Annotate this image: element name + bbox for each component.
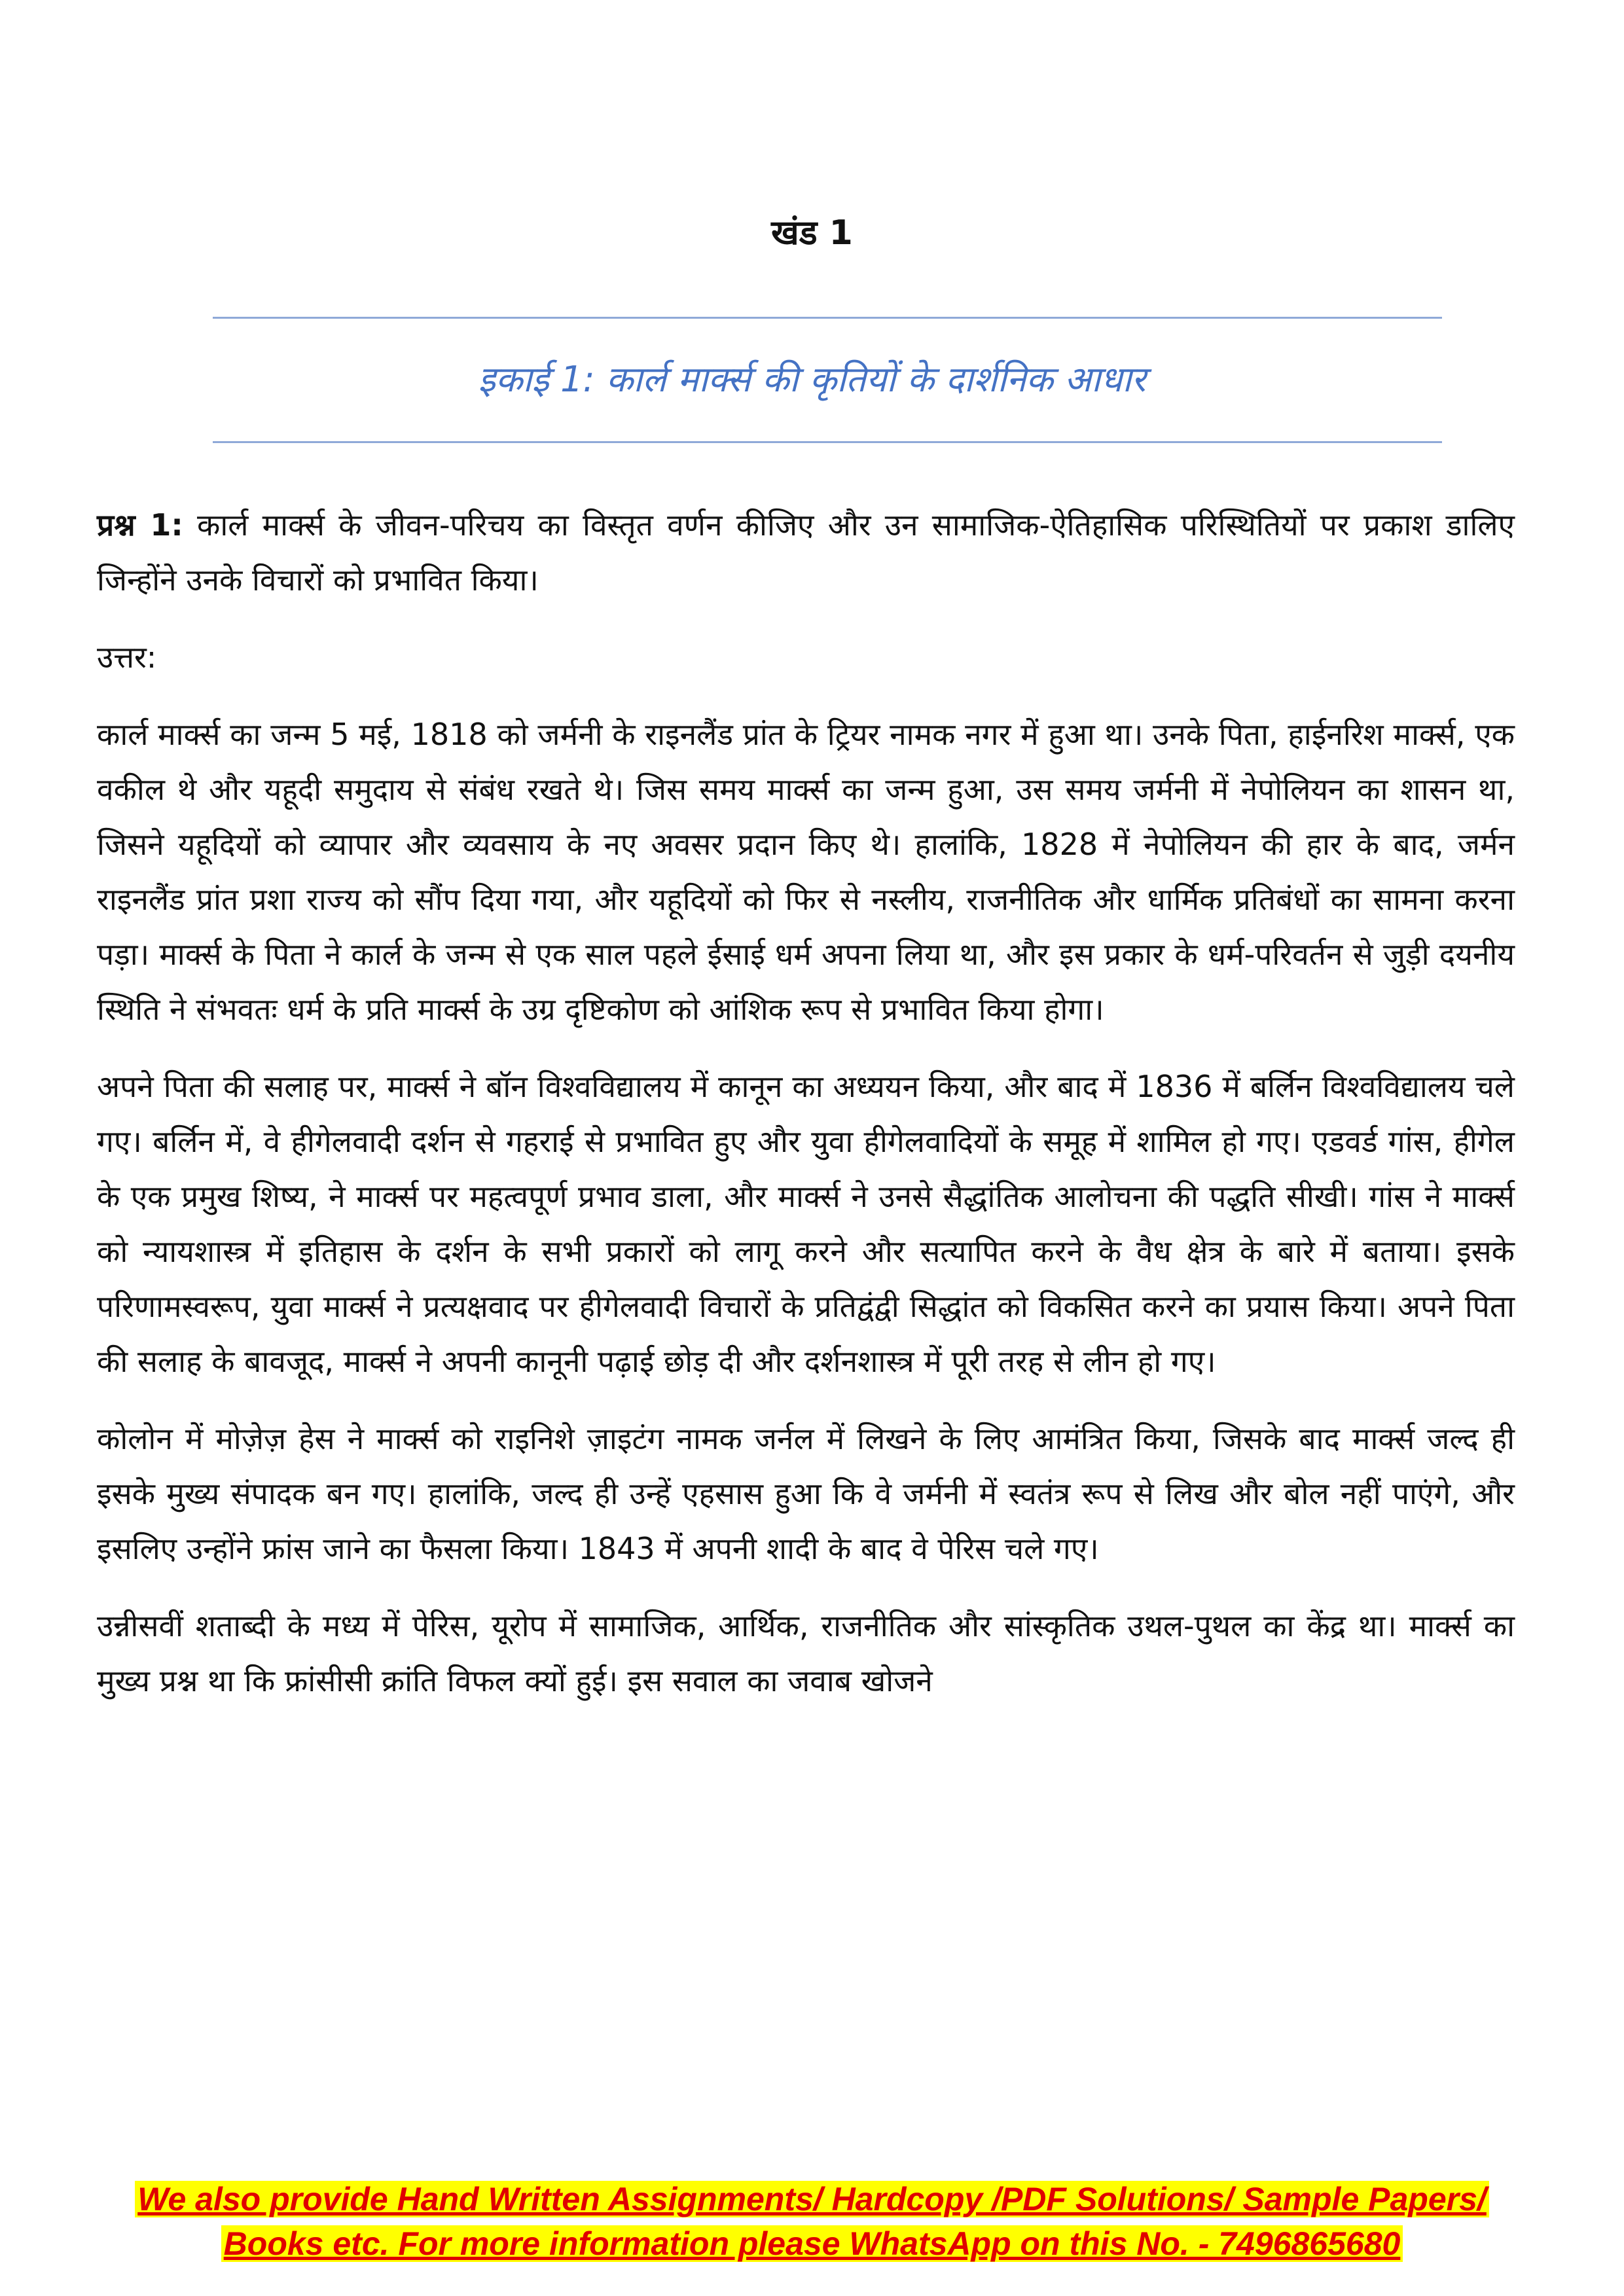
answer-label: उत्तर: [97,639,157,675]
answer-paragraph-4: उन्नीसवीं शताब्दी के मध्य में पेरिस, यूरोप में सामाजिक, आर्थिक, राजनीतिक और सांस्कृतिक उथल-पुथल का केंद्र था। मार्क्स का मुख्य प्रश्न था कि फ्रांसीसी क्रांति विफल क्यों हुई। इस सवाल का जवाब खोजने [97,1608,1515,1698]
question-text: कार्ल मार्क्स के जीवन-परिचय का विस्तृत वर्णन कीजिए और उन सामाजिक-ऐतिहासिक परिस्थितियों पर प्रकाश डालिए जिन्होंने उनके विचारों को प्रभावित किया। [97,507,1515,598]
promo-footer-line-1: We also provide Hand Written Assignments/ Hardcopy /PDF Solutions/ Sample Papers/ [135,2181,1489,2217]
document-body [97,497,1515,1731]
bottom-divider [213,441,1442,443]
question-label: प्रश्न 1: [97,507,183,543]
top-divider [213,317,1442,319]
section-title: खंड 1 [771,213,853,253]
promo-footer [0,2177,1624,2266]
promo-footer-line-2: Books etc. For more information please WhatsApp on this No. - 7496865680 [221,2225,1403,2262]
answer-paragraph-1: कार्ल मार्क्स का जन्म 5 मई, 1818 को जर्मनी के राइनलैंड प्रांत के ट्रियर नामक नगर में हुआ था। उनके पिता, हाईनरिश मार्क्स, एक वकील थे और यहूदी समुदाय से संबंध रखते थे। जिस समय मार्क्स का जन्म हुआ, उस समय जर्मनी में नेपोलियन का शासन था, जिसने यहूदियों को व्यापार और व्यवसाय के नए अवसर प्रदान किए थे। हालांकि, 1828 में नेपोलियन की हार के बाद, जर्मन राइनलैंड प्रांत प्रशा राज्य को सौंप दिया गया, और यहूदियों को फिर से नस्लीय, राजनीतिक और धार्मिक प्रतिबंधों का सामना करना पड़ा। मार्क्स के पिता ने कार्ल के जन्म से एक साल पहले ईसाई धर्म अपना लिया था, और इस प्रकार के धर्म-परिवर्तन से जुड़ी दयनीय स्थिति ने संभवतः धर्म के प्रति मार्क्स के उग्र दृष्टिकोण को आंशिक रूप से प्रभावित किया होगा। [97,717,1515,1027]
unit-title: इकाई 1: कार्ल मार्क्स की कृतियों के दार्शनिक आधार [478,359,1146,400]
answer-paragraph-3: कोलोन में मोज़ेज़ हेस ने मार्क्स को राइनिशे ज़ाइटंग नामक जर्नल में लिखने के लिए आमंत्रित किया, जिसके बाद मार्क्स जल्द ही इसके मुख्य संपादक बन गए। हालांकि, जल्द ही उन्हें एहसास हुआ कि वे जर्मनी में स्वतंत्र रूप से लिख और बोल नहीं पाएंगे, और इसलिए उन्होंने फ्रांस जाने का फैसला किया। 1843 में अपनी शादी के बाद वे पेरिस चले गए। [97,1421,1515,1566]
question-paragraph [97,497,1515,607]
answer-paragraph-2: अपने पिता की सलाह पर, मार्क्स ने बॉन विश्वविद्यालय में कानून का अध्ययन किया, और बाद में 1836 में बर्लिन विश्वविद्यालय चले गए। बर्लिन में, वे हीगेलवादी दर्शन से गहराई से प्रभावित हुए और युवा हीगेलवादियों के समूह में शामिल हो गए। एडवर्ड गांस, हीगेल के एक प्रमुख शिष्य, ने मार्क्स पर महत्वपूर्ण प्रभाव डाला, और मार्क्स ने उनसे सैद्धांतिक आलोचना की पद्धति सीखी। गांस ने मार्क्स को न्यायशास्त्र में इतिहास के दर्शन के सभी प्रकारों को लागू करने और सत्यापित करने के वैध क्षेत्र के बारे में बताया। इसके परिणामस्वरूप, युवा मार्क्स ने प्रत्यक्षवाद पर हीगेलवादी विचारों के प्रतिद्वंद्वी सिद्धांत को विकसित करने का प्रयास किया। अपने पिता की सलाह के बावजूद, मार्क्स ने अपनी कानूनी पढ़ाई छोड़ दी और दर्शनशास्त्र में पूरी तरह से लीन हो गए। [97,1069,1515,1379]
